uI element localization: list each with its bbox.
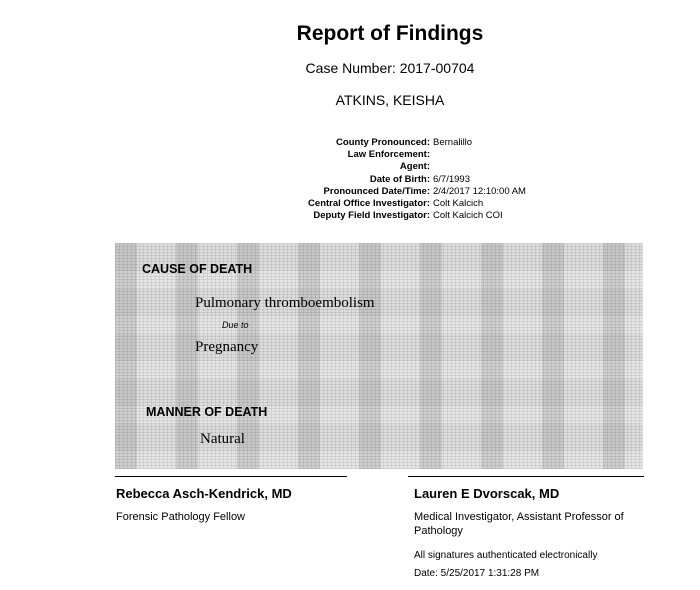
signature-line-left bbox=[115, 476, 347, 477]
cause-connector: Due to bbox=[222, 320, 249, 330]
case-details bbox=[0, 137, 700, 222]
detail-row bbox=[0, 210, 700, 222]
detail-value: Bernalillo bbox=[433, 137, 473, 148]
detail-value: 6/7/1993 bbox=[433, 173, 470, 185]
detail-row bbox=[0, 161, 700, 173]
detail-label: Date of Birth: bbox=[369, 173, 430, 185]
detail-label: County Pronounced: bbox=[336, 137, 430, 148]
cause-manner-panel bbox=[115, 243, 643, 469]
signer-left-name: Rebecca Asch-Kendrick, MD bbox=[116, 486, 292, 501]
cause-secondary: Pregnancy bbox=[195, 339, 259, 355]
detail-label: Law Enforcement: bbox=[347, 149, 430, 161]
detail-label: Agent: bbox=[399, 161, 430, 173]
signature-line-right bbox=[408, 476, 644, 477]
authentication-note: All signatures authenticated electronically bbox=[414, 550, 598, 561]
detail-row bbox=[0, 186, 700, 198]
case-number: Case Number: 2017-00704 bbox=[305, 60, 475, 76]
detail-value: Colt Kalcich COI bbox=[433, 210, 503, 222]
detail-row bbox=[0, 198, 700, 210]
detail-row bbox=[0, 137, 700, 149]
detail-row bbox=[0, 174, 700, 186]
manner-of-death-heading: MANNER OF DEATH bbox=[146, 405, 268, 419]
detail-value: 2/4/2017 12:10:00 AM bbox=[433, 185, 526, 197]
cause-of-death-heading: CAUSE OF DEATH bbox=[142, 262, 253, 276]
signature-date: Date: 5/25/2017 1:31:28 PM bbox=[414, 568, 540, 579]
cause-primary: Pulmonary thromboembolism bbox=[195, 295, 375, 311]
report-title: Report of Findings bbox=[296, 22, 484, 45]
signer-right-name: Lauren E Dvorscak, MD bbox=[414, 486, 560, 501]
detail-row bbox=[0, 149, 700, 161]
signer-left-title: Forensic Pathology Fellow bbox=[116, 511, 246, 523]
signer-right-title-line1: Medical Investigator, Assistant Professor of bbox=[414, 511, 624, 523]
detail-label: Central Office Investigator: bbox=[308, 198, 430, 210]
detail-label: Deputy Field Investigator: bbox=[313, 210, 430, 222]
detail-label: Pronounced Date/Time: bbox=[323, 185, 430, 197]
manner-value: Natural bbox=[200, 431, 245, 447]
detail-value: Colt Kalcich bbox=[433, 198, 484, 210]
decedent-name: ATKINS, KEISHA bbox=[335, 92, 445, 108]
detail-value bbox=[430, 149, 433, 161]
signer-right-title-line2: Pathology bbox=[414, 525, 463, 537]
detail-value bbox=[430, 161, 433, 173]
